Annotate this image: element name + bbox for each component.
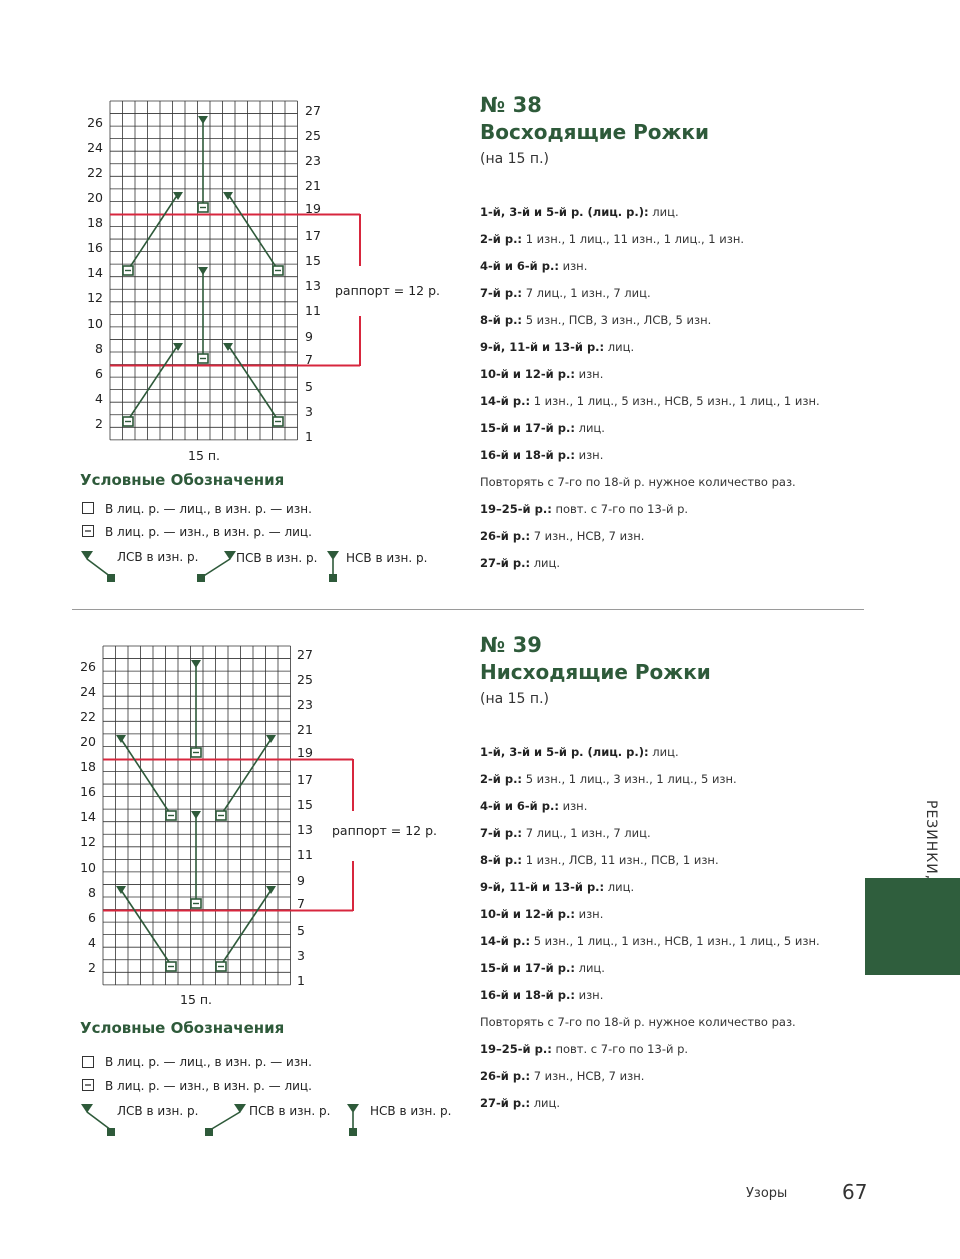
row-number: 11 — [305, 303, 321, 318]
nsv-icon — [347, 1104, 359, 1136]
row-number: 7 — [305, 352, 313, 367]
legend-symbols — [80, 1054, 100, 1094]
row-number: 13 — [297, 822, 313, 837]
arrow-icon — [266, 886, 276, 894]
instruction-row: 1-й, 3-й и 5-й р. (лиц. р.): лиц. — [480, 745, 679, 759]
instruction-row: 15-й и 17-й р.: лиц. — [480, 421, 605, 435]
tab-line-1: РЕЗИНКИ, — [923, 800, 939, 881]
left-row-numbers — [80, 659, 96, 975]
row-number: 10 — [80, 860, 96, 875]
pattern-39-name: Нисходящие Рожки — [480, 660, 711, 684]
lsv-icon — [81, 1104, 115, 1136]
row-number: 1 — [305, 429, 313, 444]
row-number: 18 — [87, 215, 103, 230]
legend-purl: В лиц. р. — изн., в изн. р. — лиц. — [105, 1079, 312, 1093]
section-divider — [72, 609, 864, 610]
row-number: 17 — [297, 772, 313, 787]
pattern-38-chart — [0, 0, 460, 470]
instruction-row: 26-й р.: 7 изн., НСВ, 7 изн. — [480, 529, 645, 543]
pattern-38-number: № 38 — [480, 93, 542, 117]
instruction-row: Повторять с 7-го по 18-й р. нужное количество раз. — [480, 1015, 796, 1029]
lsv-icon — [81, 551, 115, 582]
instruction-row: 14-й р.: 5 изн., 1 лиц., 1 изн., НСВ, 1 изн., 1 лиц., 5 изн. — [480, 934, 820, 948]
instruction-row: 26-й р.: 7 изн., НСВ, 7 изн. — [480, 1069, 645, 1083]
page-number: 67 — [842, 1180, 868, 1204]
row-number: 15 — [305, 253, 321, 268]
legend-title: Условные Обозначения — [80, 471, 285, 489]
row-number: 27 — [305, 103, 321, 118]
pattern-39-title — [480, 632, 711, 686]
instruction-row: 27-й р.: лиц. — [480, 556, 561, 570]
row-number: 6 — [88, 910, 96, 925]
instruction-row: 4-й и 6-й р.: изн. — [480, 259, 588, 273]
pattern-39-number: № 39 — [480, 633, 542, 657]
instruction-row: 15-й и 17-й р.: лиц. — [480, 961, 605, 975]
legend-knit: В лиц. р. — лиц., в изн. р. — изн. — [105, 1055, 312, 1069]
pattern-38-title — [480, 92, 709, 146]
row-number: 17 — [305, 228, 321, 243]
knit-square-icon — [83, 1057, 94, 1068]
row-number: 5 — [297, 923, 305, 938]
pattern-38-subtitle: (на 15 п.) — [480, 151, 549, 167]
legend-psv: ПСВ в изн. р. — [249, 1104, 331, 1118]
row-number: 21 — [305, 178, 321, 193]
row-number: 4 — [95, 391, 103, 406]
instruction-row: 1-й, 3-й и 5-й р. (лиц. р.): лиц. — [480, 205, 679, 219]
row-number: 7 — [297, 896, 305, 911]
legend-nsv: НСВ в изн. р. — [370, 1104, 452, 1118]
arrow-icon — [191, 811, 201, 819]
pattern-39-chart — [0, 630, 460, 1020]
right-row-numbers — [297, 647, 313, 988]
row-number: 14 — [87, 265, 103, 280]
stitch-count: 15 п. — [180, 992, 213, 1007]
row-number: 11 — [297, 847, 313, 862]
row-number: 24 — [87, 140, 103, 155]
row-number: 12 — [87, 290, 103, 305]
left-row-numbers — [87, 115, 103, 431]
instruction-row: 8-й р.: 1 изн., ЛСВ, 11 изн., ПСВ, 1 изн. — [480, 853, 719, 867]
row-number: 26 — [87, 115, 103, 130]
row-number: 9 — [305, 329, 313, 344]
repeat-label: раппорт = 12 р. — [335, 283, 441, 298]
row-number: 19 — [305, 201, 321, 216]
row-number: 3 — [305, 404, 313, 419]
row-number: 9 — [297, 873, 305, 888]
instruction-row: 2-й р.: 1 изн., 1 лиц., 11 изн., 1 лиц., 1 изн. — [480, 232, 745, 246]
repeat-label: раппорт = 12 р. — [332, 823, 438, 838]
row-number: 10 — [87, 316, 103, 331]
instruction-row: 4-й и 6-й р.: изн. — [480, 799, 588, 813]
right-row-numbers — [305, 103, 321, 444]
row-number: 19 — [297, 745, 313, 760]
row-number: 12 — [80, 834, 96, 849]
arrow-icon — [198, 116, 208, 124]
instruction-row: 14-й р.: 1 изн., 1 лиц., 5 изн., НСВ, 5 изн., 1 лиц., 1 изн. — [480, 394, 820, 408]
arrow-icon — [191, 660, 201, 668]
row-number: 8 — [88, 885, 96, 900]
row-number: 16 — [87, 240, 103, 255]
psv-icon — [205, 1104, 246, 1136]
row-number: 27 — [297, 647, 313, 662]
tab-line-2: ВОЛНЫ И — [944, 800, 960, 876]
row-number: 20 — [87, 190, 103, 205]
legend-psv: ПСВ в изн. р. — [236, 551, 318, 565]
row-number: 5 — [305, 379, 313, 394]
footer-section-label: Узоры — [746, 1186, 788, 1201]
arrow-icon — [198, 267, 208, 275]
instruction-row: 7-й р.: 7 лиц., 1 изн., 7 лиц. — [480, 826, 651, 840]
nsv-icon — [327, 551, 339, 582]
legend-knit: В лиц. р. — лиц., в изн. р. — изн. — [105, 502, 312, 516]
instruction-row: 7-й р.: 7 лиц., 1 изн., 7 лиц. — [480, 286, 651, 300]
legend-nsv: НСВ в изн. р. — [346, 551, 428, 565]
instruction-row: Повторять с 7-го по 18-й р. нужное количество раз. — [480, 475, 796, 489]
instruction-row: 19–25-й р.: повт. с 7-го по 13-й р. — [480, 502, 689, 516]
row-number: 14 — [80, 809, 96, 824]
row-number: 13 — [305, 278, 321, 293]
instruction-row: 8-й р.: 5 изн., ПСВ, 3 изн., ЛСВ, 5 изн. — [480, 313, 712, 327]
legend-lsv: ЛСВ в изн. р. — [117, 1104, 199, 1118]
instruction-row: 16-й и 18-й р.: изн. — [480, 988, 604, 1002]
arrow-icon — [266, 735, 276, 743]
knit-square-icon — [83, 503, 94, 514]
instruction-row: 10-й и 12-й р.: изн. — [480, 367, 604, 381]
psv-icon — [197, 551, 236, 582]
row-number: 22 — [80, 709, 96, 724]
row-number: 6 — [95, 366, 103, 381]
row-number: 15 — [297, 797, 313, 812]
row-number: 1 — [297, 973, 305, 988]
instruction-row: 9-й, 11-й и 13-й р.: лиц. — [480, 880, 635, 894]
chapter-tab-label — [868, 800, 960, 1046]
instruction-row: 9-й, 11-й и 13-й р.: лиц. — [480, 340, 635, 354]
row-number: 23 — [297, 697, 313, 712]
instruction-row: 10-й и 12-й р.: изн. — [480, 907, 604, 921]
row-number: 4 — [88, 935, 96, 950]
legend-purl: В лиц. р. — изн., в изн. р. — лиц. — [105, 525, 312, 539]
row-number: 22 — [87, 165, 103, 180]
legend-title: Условные Обозначения — [80, 1019, 285, 1037]
instruction-row: 2-й р.: 5 изн., 1 лиц., 3 изн., 1 лиц., 5 изн. — [480, 772, 737, 786]
row-number: 26 — [80, 659, 96, 674]
row-number: 16 — [80, 784, 96, 799]
arrow-icon — [116, 886, 126, 894]
pattern-39-subtitle: (на 15 п.) — [480, 691, 549, 707]
row-number: 20 — [80, 734, 96, 749]
row-number: 24 — [80, 684, 96, 699]
row-number: 2 — [88, 960, 96, 975]
row-number: 23 — [305, 153, 321, 168]
instruction-row: 19–25-й р.: повт. с 7-го по 13-й р. — [480, 1042, 689, 1056]
instruction-row: 16-й и 18-й р.: изн. — [480, 448, 604, 462]
arrow-icon — [116, 735, 126, 743]
pattern-38-name: Восходящие Рожки — [480, 120, 710, 144]
legend-lsv: ЛСВ в изн. р. — [117, 550, 199, 564]
row-number: 2 — [95, 416, 103, 431]
legend-symbols — [80, 500, 100, 540]
row-number: 25 — [305, 128, 321, 143]
row-number: 3 — [297, 948, 305, 963]
row-number: 21 — [297, 722, 313, 737]
instruction-row: 27-й р.: лиц. — [480, 1096, 561, 1110]
row-number: 8 — [95, 341, 103, 356]
stitch-count: 15 п. — [188, 448, 221, 463]
row-number: 25 — [297, 672, 313, 687]
row-number: 18 — [80, 759, 96, 774]
